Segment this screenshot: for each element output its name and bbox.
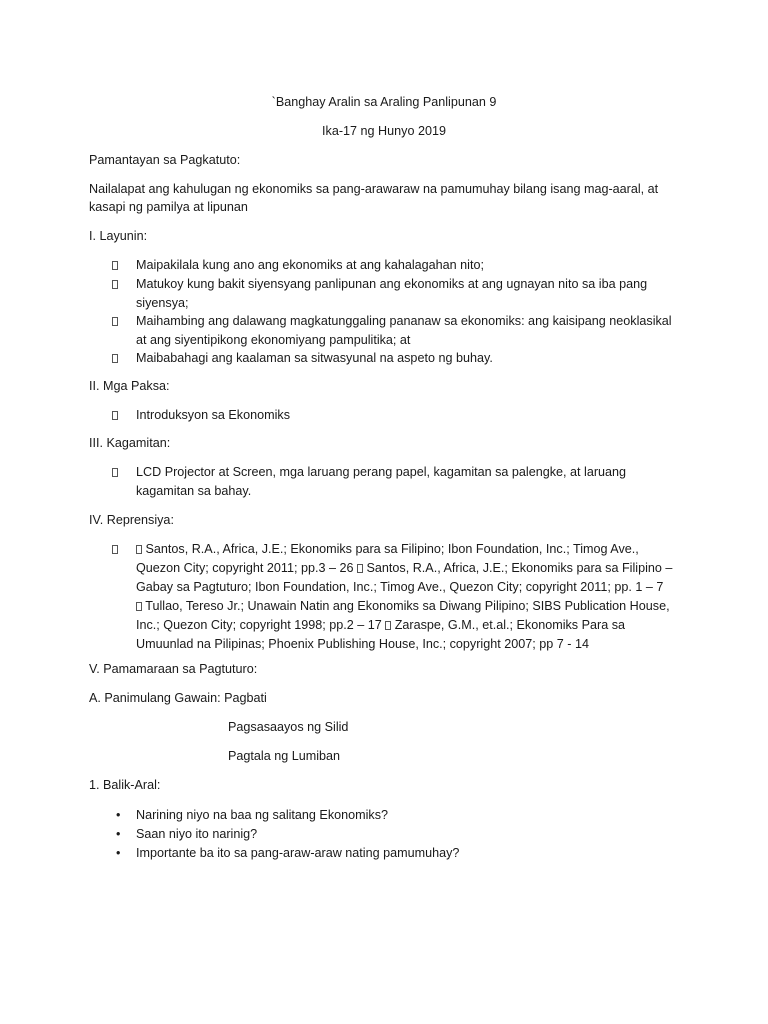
missing-glyph-icon	[136, 545, 142, 554]
layunin-heading: I. Layunin:	[89, 229, 148, 243]
document-title: `Banghay Aralin sa Araling Panlipunan 9	[271, 95, 497, 109]
missing-glyph-icon	[112, 256, 128, 275]
missing-glyph-icon	[112, 275, 128, 294]
missing-glyph-icon	[112, 349, 128, 368]
panimulang-gawain: A. Panimulang Gawain: Pagbati	[89, 691, 267, 705]
reprensiya-item-text: Santos, R.A., Africa, J.E.; Ekonomiks para sa Filipino; Ibon Foundation, Inc.; Timog Ave., Quezon City; copyright 2011; pp.3 – 26 Santos, R.A., Africa, J.E.; Ekonomiks para sa Filipino – Gabay sa Pagtuturo; Ibon Foundation, Inc.; Timog Ave., Quezon City; copyright 2011; pp. 1 – 7 Tullao, Tereso Jr.; Unawain Natin ang Ekonomiks sa Diwang Pilipino; SIBS Publication House, Inc.; Quezon City; copyright 1998; pp.2 – 17 Zaraspe, G.M., et.al.; Ekonomiks Para sa Umuunlad na Pilipinas; Phoenix Publishing House, Inc.; copyright 2007; pp 7 - 14	[136, 542, 673, 651]
missing-glyph-icon	[112, 312, 128, 331]
pamantayan-heading: Pamantayan sa Pagkatuto:	[89, 153, 241, 167]
layunin-item-text: Maihambing ang dalawang magkatunggaling pananaw sa ekonomiks: ang kaisipang neoklasikal at ang siyentipikong ekonomiyang pampulitika; at	[136, 314, 672, 347]
document-page: `Banghay Aralin sa Araling Panlipunan 9 Ika-17 ng Hunyo 2019 Pamantayan sa Pagkatuto: Nailalapat ang kahulugan ng ekonomiks sa pang-arawaraw na pamumuhay bilang isang mag-aaral, at kasapi ng pamilya at lipunan I. Layunin: Maipakilala kung ano ang ekonomiks at ang kahalagahan nito; Matukoy kung bakit siyensyang panlipunan ang ekonomiks at ang ugnayan nito sa iba pang siyensya; Maihambing ang dalawang magkatunggaling pananaw sa ekonomiks: ang kaisipang neoklasikal at ang siyentipikong ekonomiyang pampulitika; at Maibabahagi ang kaalaman sa sitwasyunal na aspeto ng buhay. II. Mga Paksa: Introduksyon sa Ekonomiks III. Kagamitan: LCD Projector at Screen, mga laruang perang papel, kagamitan sa palengke, at laruang kagamitan sa bahay. IV. Reprensiya: Santos, R.A., Africa, J.E.; Ekonomiks para sa Filipino; Ibon Foundation, Inc.; Timog Ave., Quezon City; copyright 2011; pp.3 – 26 Santos, R.A., Africa, J.E.; Ekonomiks para sa Filipino – Gabay sa Pagtuturo; Ibon Foundation, Inc.; Timog Ave., Quezon City; copyright 2011; pp. 1 – 7 Tullao, Tereso Jr.; Unawain Natin ang Ekonomiks sa Diwang Pilipino; SIBS Publication House, Inc.; Quezon City; copyright 1998; pp.2 – 17 Zaraspe, G.M., et.al.; Ekonomiks Para sa Umuunlad na Pilipinas; Phoenix Publishing House, Inc.; copyright 2007; pp 7 - 14 V. Pamamaraan sa Pagtuturo: A. Panimulang Gawain: Pagbati Pagsasaayos ng Silid Pagtala ng Lumiban 1. Balik-Aral: • Narining niyo na baa ng salitang Ekonomiks? • Saan niyo ito narinig? • Importante ba ito sa pang-araw-araw nating pamumuhay?	[0, 0, 768, 1024]
kagamitan-heading: III. Kagamitan:	[89, 436, 171, 450]
paksa-item-text: Introduksyon sa Ekonomiks	[136, 408, 290, 422]
layunin-item-text: Maibabahagi ang kaalaman sa sitwasyunal na aspeto ng buhay.	[136, 351, 493, 365]
panimulang-sub-item: Pagtala ng Lumiban	[228, 749, 341, 763]
kagamitan-item-text: LCD Projector at Screen, mga laruang perang papel, kagamitan sa palengke, at laruang kagamitan sa bahay.	[136, 465, 627, 498]
panimulang-sub-item: Pagsasaayos ng Silid	[228, 720, 349, 734]
balik-aral-heading: 1. Balik-Aral:	[89, 778, 161, 792]
reprensiya-heading: IV. Reprensiya:	[89, 513, 174, 527]
pamantayan-text-line1: Nailalapat ang kahulugan ng ekonomiks sa pang-arawaraw na pamumuhay bilang isang mag-aaral, at	[89, 182, 659, 196]
missing-glyph-icon	[112, 406, 128, 425]
pamantayan-text-line2: kasapi ng pamilya at lipunan	[89, 200, 248, 214]
missing-glyph-icon	[112, 463, 128, 482]
bullet-icon: •	[116, 808, 121, 822]
layunin-item-text: Matukoy kung bakit siyensyang panlipunan ang ekonomiks at ang ugnayan nito sa iba pang siyensya;	[136, 277, 648, 310]
paksa-heading: II. Mga Paksa:	[89, 379, 170, 393]
missing-glyph-icon	[112, 540, 128, 559]
pamamaraan-heading: V. Pamamaraan sa Pagtuturo:	[89, 662, 258, 676]
bullet-icon: •	[116, 846, 121, 860]
bullet-icon: •	[116, 827, 121, 841]
layunin-item-text: Maipakilala kung ano ang ekonomiks at ang kahalagahan nito;	[136, 258, 484, 272]
document-date: Ika-17 ng Hunyo 2019	[322, 124, 446, 138]
